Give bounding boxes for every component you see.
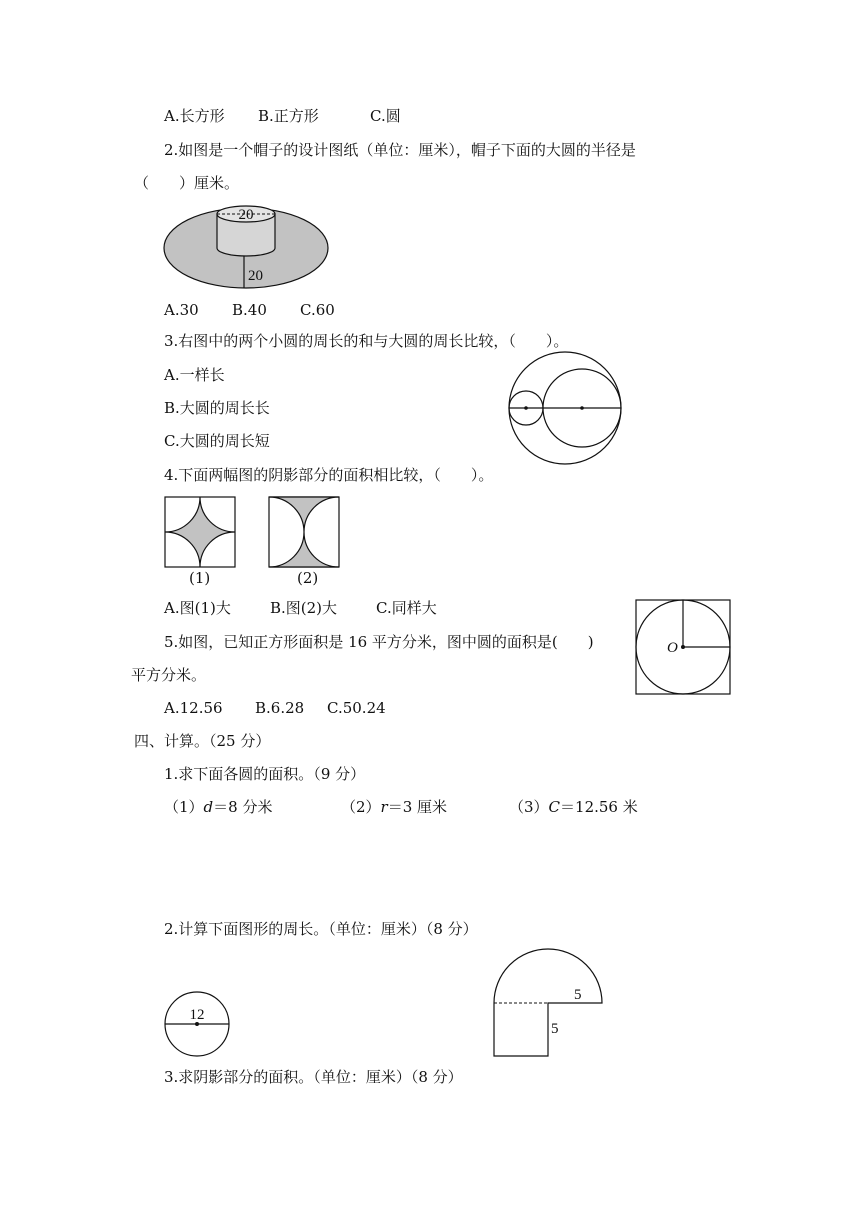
q2-stem-line2: （ ）厘米。 xyxy=(134,174,240,192)
p1-item-1-num: （1） xyxy=(164,798,204,816)
q4-options xyxy=(164,598,437,618)
q2-option-a: A.30 xyxy=(164,301,199,319)
q1-options xyxy=(164,106,401,126)
q4-stem: 4.下面两幅图的阴影部分的面积相比较，（ ）。 xyxy=(164,466,494,484)
section4-p3-title: 3.求阴影部分的面积。（单位：厘米）（8 分） xyxy=(164,1068,463,1086)
q5-stem-line1: 5.如图，已知正方形面积是 16 平方分米，图中圆的面积是( ) xyxy=(164,633,594,651)
q4-option-c: C.同样大 xyxy=(376,599,437,617)
circles-figure xyxy=(505,350,625,466)
q3-option-b: B.大圆的周长长 xyxy=(164,399,270,417)
p1-item-1-rest: ＝8 分米 xyxy=(213,798,273,816)
section4-p1-title: 1.求下面各圆的面积。（9 分） xyxy=(164,765,366,783)
q3-option-c: C.大圆的周长短 xyxy=(164,432,270,450)
shaded-figure-2 xyxy=(268,496,340,568)
section4-title: 四、计算。（25 分） xyxy=(134,732,271,750)
q5-option-c: C.50.24 xyxy=(327,699,386,717)
hat-top-label: 20 xyxy=(238,207,254,223)
shaded-figure-1 xyxy=(164,496,236,568)
hat-figure xyxy=(160,200,335,292)
q2-option-b: B.40 xyxy=(232,301,267,319)
q2-options xyxy=(164,300,335,320)
p1-item-2 xyxy=(341,797,509,817)
q1-option-c: C.圆 xyxy=(370,107,401,125)
q2-option-c: C.60 xyxy=(300,301,335,319)
center-label: O xyxy=(667,640,678,656)
section4-p2-title: 2.计算下面图形的周长。（单位：厘米）（8 分） xyxy=(164,920,478,938)
q1-option-a: A.长方形 xyxy=(164,107,225,125)
fig1-caption: (1) xyxy=(189,569,211,587)
perimeter-circle-label: 12 xyxy=(189,1007,205,1023)
q5-options xyxy=(164,698,386,718)
fig2-caption: (2) xyxy=(297,569,319,587)
p1-item-3-num: （3） xyxy=(509,798,549,816)
q5-option-b: B.6.28 xyxy=(255,699,305,717)
q5-option-a: A.12.56 xyxy=(164,699,223,717)
p1-item-3 xyxy=(509,797,638,817)
p1-items xyxy=(164,797,638,817)
q2-stem-line1: 2.如图是一个帽子的设计图纸（单位：厘米），帽子下面的大圆的半径是 xyxy=(164,141,636,159)
q5-stem-line2: 平方分米。 xyxy=(131,666,207,684)
composite-top-label: 5 xyxy=(574,987,582,1003)
perimeter-circle-figure xyxy=(162,990,232,1058)
p1-item-3-rest: ＝12.56 米 xyxy=(560,798,638,816)
center-point xyxy=(681,645,685,649)
q3-stem: 3.右图中的两个小圆的周长的和与大圆的周长比较，（ ）。 xyxy=(164,332,569,350)
hat-side-label: 20 xyxy=(248,268,263,284)
p1-item-1 xyxy=(164,797,341,817)
q3-option-a: A.一样长 xyxy=(164,366,225,384)
center-dot-left xyxy=(524,406,528,410)
q4-option-b: B.图(2)大 xyxy=(270,599,338,617)
p1-item-2-var: r xyxy=(380,798,388,816)
q4-option-a: A.图(1)大 xyxy=(164,599,231,617)
p1-item-1-var: d xyxy=(203,798,214,816)
center-dot-right xyxy=(580,406,584,410)
q1-option-b: B.正方形 xyxy=(258,107,319,125)
composite-side-label: 5 xyxy=(551,1021,559,1037)
p1-item-2-num: （2） xyxy=(341,798,381,816)
p1-item-2-rest: ＝3 厘米 xyxy=(387,798,448,816)
composite-figure xyxy=(490,944,606,1058)
square-circle-figure xyxy=(634,598,732,696)
p1-item-3-var: C xyxy=(548,798,561,816)
